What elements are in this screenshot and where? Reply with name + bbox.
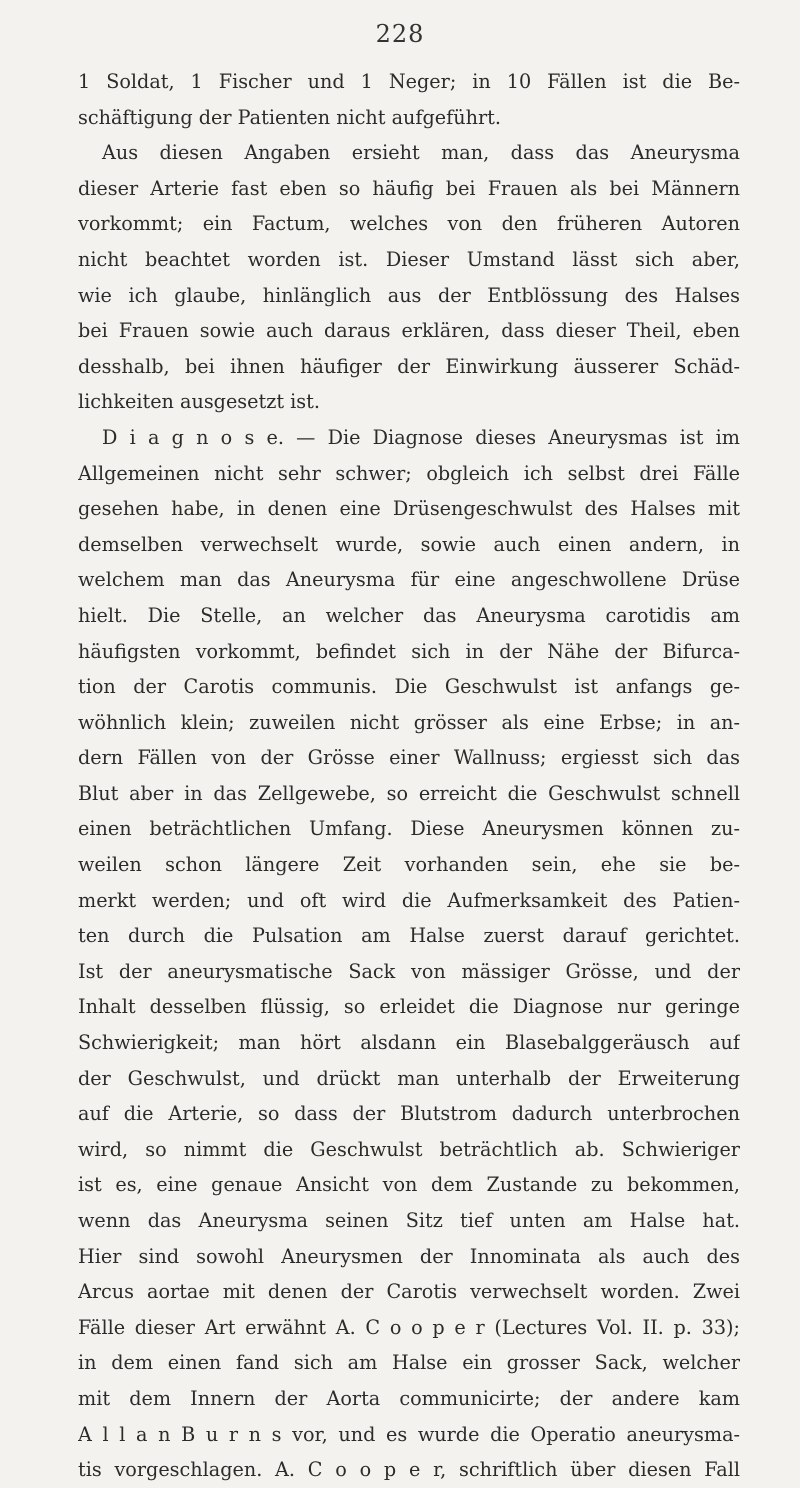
text-line: hielt. Die Stelle, an welcher das Aneurysma carotidis am bbox=[78, 603, 740, 627]
text-line: bei Frauen sowie auch daraus erklären, dass dieser Theil, eben bbox=[78, 319, 740, 343]
text-line: in dem einen fand sich am Halse ein grosser Sack, welcher bbox=[78, 1351, 740, 1375]
text-line: vorkommt; ein Factum, welches von den früheren Autoren bbox=[78, 212, 740, 236]
text-line: der Geschwulst, und drückt man unterhalb der Erweiterung bbox=[78, 1066, 740, 1090]
text-line: dieser Arterie fast eben so häufig bei Frauen als bei Männern bbox=[78, 176, 740, 200]
text-line: Schwierigkeit; man hört alsdann ein Blasebalggeräusch auf bbox=[78, 1031, 740, 1055]
body-text bbox=[78, 64, 740, 1488]
text-line: dern Fällen von der Grösse einer Wallnuss; ergiesst sich das bbox=[78, 746, 740, 770]
text-line: wöhnlich klein; zuweilen nicht grösser als eine Erbse; in an- bbox=[78, 710, 740, 734]
text-line: ist es, eine genaue Ansicht von dem Zustande zu bekommen, bbox=[78, 1173, 740, 1197]
text-line: Aus diesen Angaben ersieht man, dass das Aneurysma bbox=[102, 141, 740, 165]
text-line: auf die Arterie, so dass der Blutstrom dadurch unterbrochen bbox=[78, 1102, 740, 1126]
text-line: Allgemeinen nicht sehr schwer; obgleich ich selbst drei Fälle bbox=[78, 461, 740, 485]
text-line: D i a g n o s e. — Die Diagnose dieses Aneurysmas ist im bbox=[102, 425, 740, 449]
text-line: Hier sind sowohl Aneurysmen der Innominata als auch des bbox=[78, 1244, 740, 1268]
text-line: welchem man das Aneurysma für eine angeschwollene Drüse bbox=[78, 568, 740, 592]
text-line: wird, so nimmt die Geschwulst beträchtlich ab. Schwieriger bbox=[78, 1137, 740, 1161]
text-line: mit dem Innern der Aorta communicirte; der andere kam bbox=[78, 1386, 740, 1410]
text-line: schäftigung der Patienten nicht aufgeführt. bbox=[78, 105, 501, 129]
text-line: nicht beachtet worden ist. Dieser Umstand lässt sich aber, bbox=[78, 247, 740, 271]
text-line: 1 Soldat, 1 Fischer und 1 Neger; in 10 Fällen ist die Be- bbox=[78, 70, 740, 93]
text-line: gesehen habe, in denen eine Drüsengeschwulst des Halses mit bbox=[78, 497, 740, 521]
text-line: lichkeiten ausgesetzt ist. bbox=[78, 390, 320, 414]
text-line: A l l a n B u r n s vor, und es wurde die Operatio aneurysma- bbox=[78, 1422, 740, 1446]
text-line: Blut aber in das Zellgewebe, so erreicht die Geschwulst schnell bbox=[78, 781, 740, 805]
text-line: einen beträchtlichen Umfang. Diese Aneurysmen können zu- bbox=[78, 817, 740, 841]
text-line: tion der Carotis communis. Die Geschwulst ist anfangs ge- bbox=[78, 675, 740, 699]
text-line: tis vorgeschlagen. A. C o o p e r, schriftlich über diesen Fall bbox=[78, 1458, 740, 1482]
text-line: demselben verwechselt wurde, sowie auch einen andern, in bbox=[78, 532, 740, 556]
text-line: ten durch die Pulsation am Halse zuerst darauf gerichtet. bbox=[78, 924, 740, 948]
page-number: 228 bbox=[375, 20, 425, 48]
text-line: Ist der aneurysmatische Sack von mässiger Grösse, und der bbox=[78, 959, 740, 983]
text-line: weilen schon längere Zeit vorhanden sein, ehe sie be- bbox=[78, 853, 740, 877]
text-line: Arcus aortae mit denen der Carotis verwechselt worden. Zwei bbox=[78, 1280, 740, 1304]
text-line: wie ich glaube, hinlänglich aus der Entblössung des Halses bbox=[78, 283, 740, 307]
text-line: desshalb, bei ihnen häufiger der Einwirkung äusserer Schäd- bbox=[78, 354, 740, 378]
text-line: merkt werden; und oft wird die Aufmerksamkeit des Patien- bbox=[78, 888, 740, 912]
text-line: Fälle dieser Art erwähnt A. C o o p e r (Lectures Vol. II. p. 33); bbox=[78, 1315, 740, 1339]
text-line: wenn das Aneurysma seinen Sitz tief unten am Halse hat. bbox=[78, 1209, 740, 1232]
text-line: Inhalt desselben flüssig, so erleidet die Diagnose nur geringe bbox=[78, 995, 740, 1019]
text-line: häufigsten vorkommt, befindet sich in der Nähe der Bifurca- bbox=[78, 639, 740, 663]
